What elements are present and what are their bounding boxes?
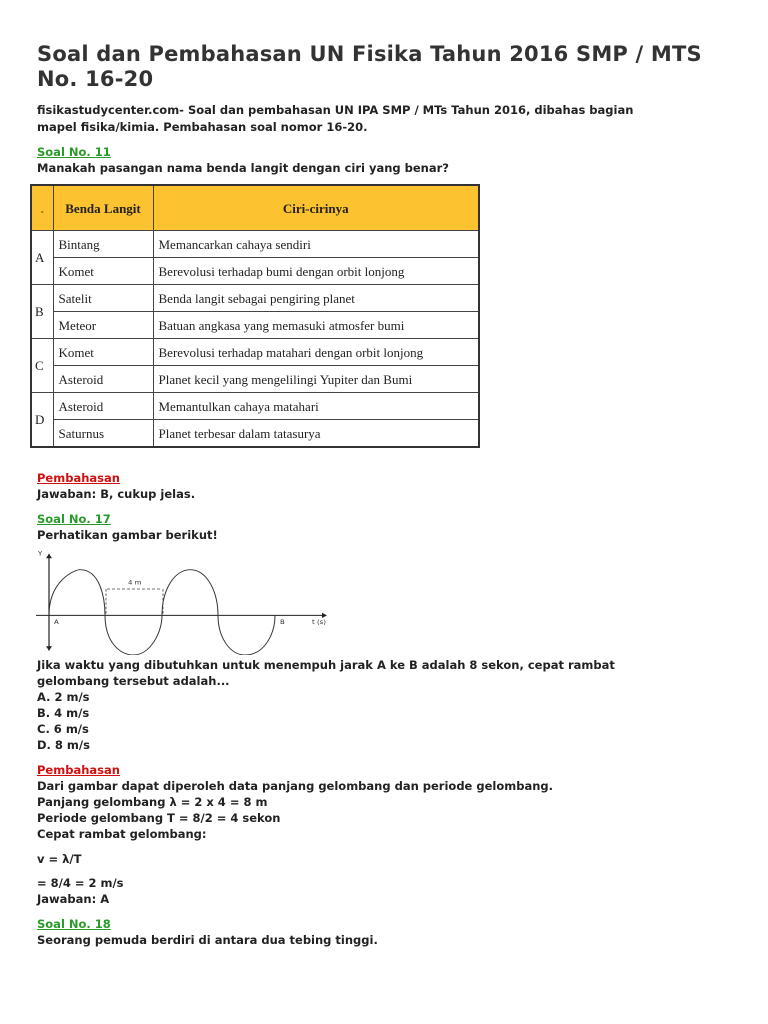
header-index: .	[31, 185, 53, 231]
axis-arrows	[46, 554, 327, 651]
celestial-table	[30, 184, 480, 448]
header-object: Benda Langit	[53, 185, 153, 231]
traits-cell: Berevolusi terhadap matahari dengan orbit lonjong	[153, 339, 479, 366]
table-row	[31, 312, 479, 339]
header-traits: Ciri-cirinya	[153, 185, 479, 231]
p11-label[interactable]: Pembahasan	[37, 471, 120, 485]
p17-line-4: Cepat rambat gelombang:	[37, 827, 207, 841]
wave-curve	[49, 570, 275, 655]
table-row	[31, 258, 479, 285]
p11-answer: Jawaban: B, cukup jelas.	[37, 487, 196, 501]
option-cell: D	[31, 393, 53, 448]
y-label: Y	[38, 549, 43, 558]
page-title: Soal dan Pembahasan UN Fisika Tahun 2016 SMP / MTS No. 16-20	[37, 42, 702, 91]
q17-intro: Perhatikan gambar berikut!	[37, 528, 218, 542]
p17-calc: = 8/4 = 2 m/s	[37, 876, 124, 890]
p17-formula: v = λ/T	[37, 852, 82, 866]
option-cell: B	[31, 285, 53, 339]
traits-cell: Memancarkan cahaya sendiri	[153, 231, 479, 258]
object-cell: Asteroid	[53, 393, 153, 420]
p17-line-1: Dari gambar dapat diperoleh data panjang gelombang dan periode gelombang.	[37, 779, 553, 793]
point-a: A	[54, 618, 59, 627]
table-row	[31, 339, 479, 366]
object-cell: Saturnus	[53, 420, 153, 448]
traits-cell: Berevolusi terhadap bumi dengan orbit lonjong	[153, 258, 479, 285]
table-row	[31, 285, 479, 312]
option-d: D. 8 m/s	[37, 738, 90, 752]
q11-question: Manakah pasangan nama benda langit dengan ciri yang benar?	[37, 161, 449, 175]
intro-line-1: fisikastudycenter.com- Soal dan pembahasan UN IPA SMP / MTs Tahun 2016, dibahas bagian	[37, 103, 634, 117]
table-row	[31, 366, 479, 393]
p17-line-3: Periode gelombang T = 8/2 = 4 sekon	[37, 811, 281, 825]
object-cell: Bintang	[53, 231, 153, 258]
object-cell: Meteor	[53, 312, 153, 339]
table-row	[31, 231, 479, 258]
option-c: C. 6 m/s	[37, 722, 89, 736]
q17-question-2: gelombang tersebut adalah...	[37, 674, 230, 688]
x-label: t (s)	[312, 618, 327, 627]
wave-figure	[30, 545, 330, 655]
object-cell: Komet	[53, 339, 153, 366]
p17-answer: Jawaban: A	[37, 892, 110, 906]
q11-label[interactable]: Soal No. 11	[37, 145, 111, 159]
option-cell: C	[31, 339, 53, 393]
q18-text: Seorang pemuda berdiri di antara dua tebing tinggi.	[37, 933, 378, 947]
object-cell: Komet	[53, 258, 153, 285]
traits-cell: Benda langit sebagai pengiring planet	[153, 285, 479, 312]
traits-cell: Planet terbesar dalam tatasurya	[153, 420, 479, 448]
table-row	[31, 420, 479, 448]
point-b: B	[280, 618, 285, 627]
option-cell: A	[31, 231, 53, 285]
intro-line-2: mapel fisika/kimia. Pembahasan soal nomor 16-20.	[37, 120, 368, 134]
q18-label[interactable]: Soal No. 18	[37, 917, 111, 931]
object-cell: Asteroid	[53, 366, 153, 393]
traits-cell: Batuan angkasa yang memasuki atmosfer bumi	[153, 312, 479, 339]
q17-question-1: Jika waktu yang dibutuhkan untuk menempuh jarak A ke B adalah 8 sekon, cepat rambat	[37, 658, 615, 672]
option-a: A. 2 m/s	[37, 690, 90, 704]
p17-label[interactable]: Pembahasan	[37, 763, 120, 777]
traits-cell: Memantulkan cahaya matahari	[153, 393, 479, 420]
table-row	[31, 393, 479, 420]
object-cell: Satelit	[53, 285, 153, 312]
q17-label[interactable]: Soal No. 17	[37, 512, 111, 526]
traits-cell: Planet kecil yang mengelilingi Yupiter dan Bumi	[153, 366, 479, 393]
p17-line-2: Panjang gelombang λ = 2 x 4 = 8 m	[37, 795, 268, 809]
distance-label: 4 m	[128, 578, 142, 587]
option-b: B. 4 m/s	[37, 706, 90, 720]
